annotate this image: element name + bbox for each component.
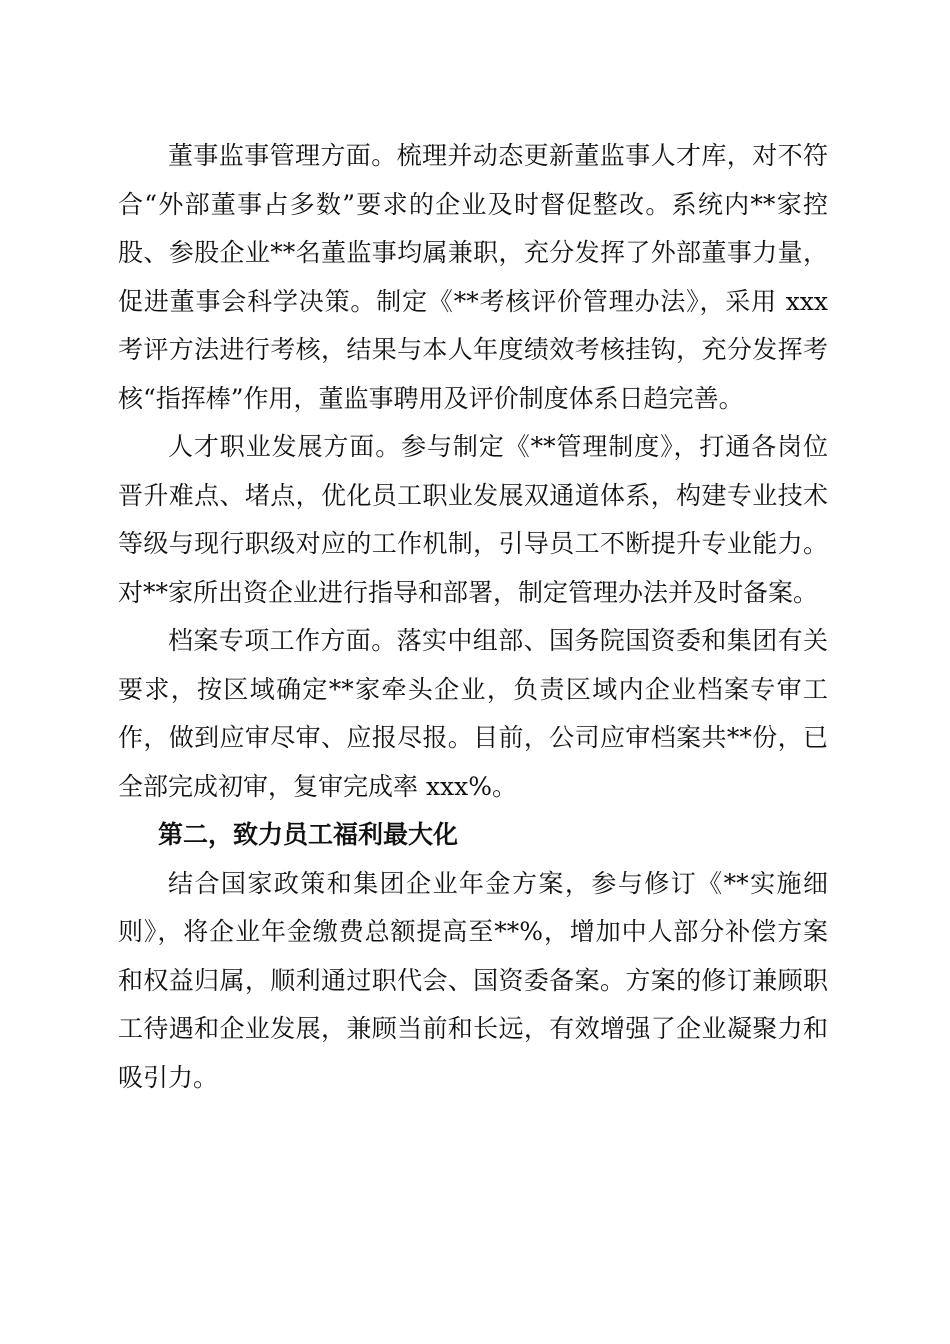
- paragraph-talent-career: 人才职业发展方面。参与制定《**管理制度》，打通各岗位晋升难点、堵点，优化员工职业发展双通道体系，构建专业技术等级与现行职级对应的工作机制，引导员工不断提升专业能力。对**家所出资企业进行指导和部署，制定管理办法并及时备案。: [118, 432, 828, 607]
- paragraph-board-supervisors: 董事监事管理方面。梳理并动态更新董监事人才库，对不符合“外部董事占多数”要求的企业及时督促整改。系统内**家控股、参股企业**名董监事均属兼职，充分发挥了外部董事力量，促进董事会科学决策。制定《**考核评价管理办法》，采用 xxx 考评方法进行考核，结果与本人年度绩效考核挂钩，充分发挥考核“指挥棒”作用，董监事聘用及评价制度体系日趋完善。: [118, 141, 828, 413]
- paragraph-archive-work: 档案专项工作方面。落实中组部、国务院国资委和集团有关要求，按区域确定**家牵头企业，负责区域内企业档案专审工作，做到应审尽审、应报尽报。目前，公司应审档案共**份，已全部完成初审，复审完成率 xxx%。: [118, 626, 828, 801]
- section-heading: 第二，致力员工福利最大化: [158, 820, 459, 849]
- document-body: [118, 132, 828, 1102]
- paragraph-welfare: 结合国家政策和集团企业年金方案，参与修订《**实施细则》，将企业年金缴费总额提高至**%，增加中人部分补偿方案和权益归属，顺利通过职代会、国资委备案。方案的修订兼顾职工待遇和企业发展，兼顾当前和长远，有效增强了企业凝聚力和吸引力。: [118, 868, 828, 1092]
